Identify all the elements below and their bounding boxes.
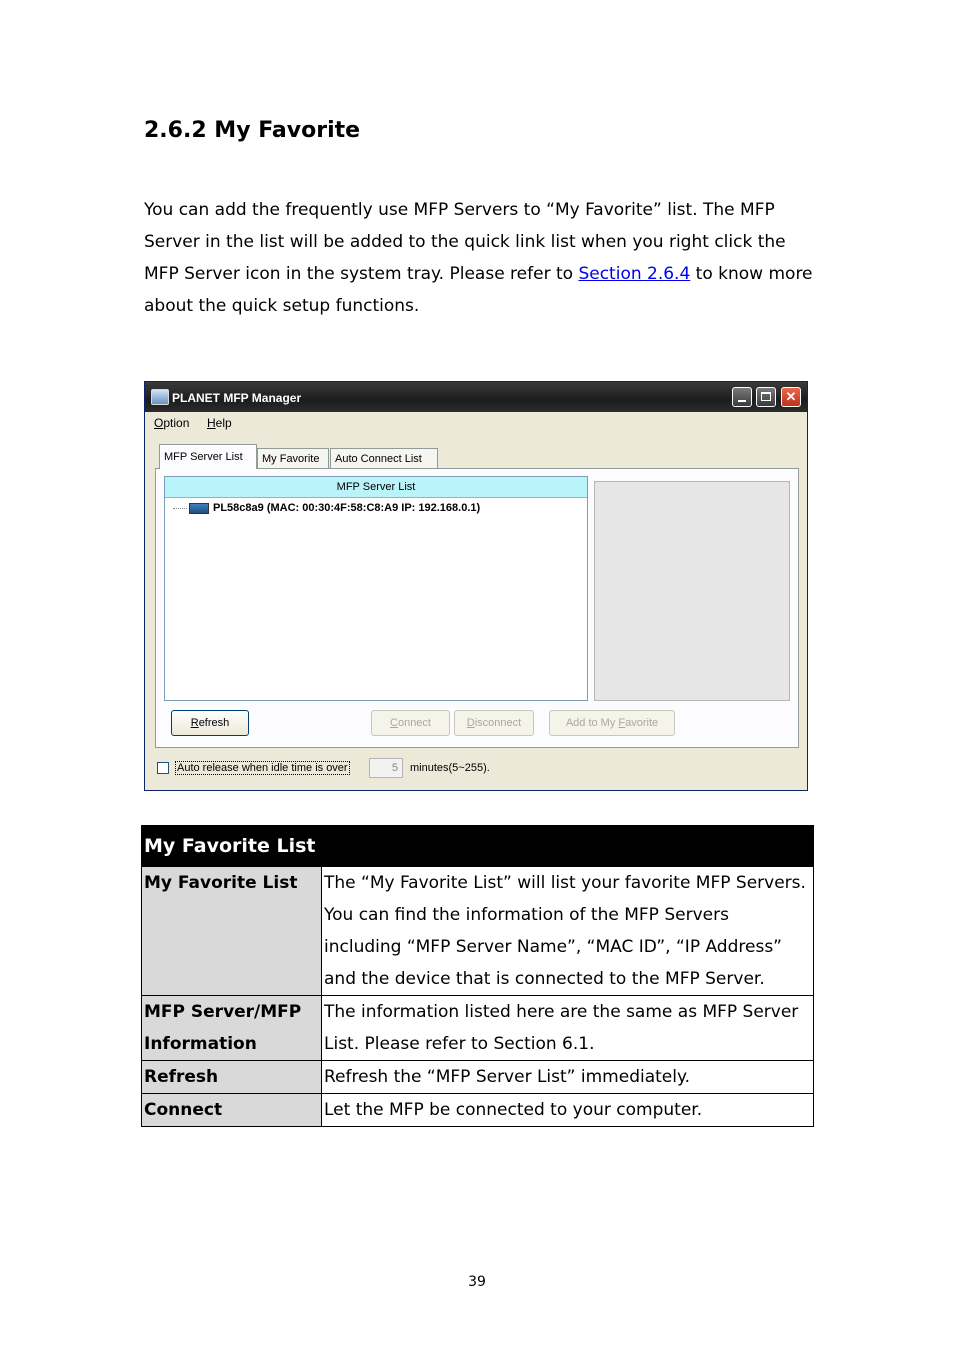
table-row [142, 996, 814, 1061]
list-item[interactable] [173, 502, 480, 514]
menu-option-mnemonic: O [154, 416, 164, 430]
menu-help[interactable] [207, 416, 232, 430]
connect-label: onnect [397, 717, 431, 729]
row-label: MFP Server/MFP Information [142, 996, 322, 1061]
mfp-server-listbox[interactable] [164, 476, 588, 701]
table-header-row [142, 826, 814, 867]
maximize-icon [761, 392, 771, 401]
intro-paragraph [144, 194, 824, 322]
menu-bar [147, 412, 805, 434]
table-header-cell: My Favorite List [142, 826, 322, 867]
disconnect-label: isconnect [474, 717, 522, 729]
maximize-button[interactable] [756, 387, 776, 407]
printer-app-icon [151, 389, 169, 405]
connect-mnemonic: C [390, 717, 398, 729]
refresh-mnemonic: R [190, 717, 199, 729]
tab-panel [155, 468, 799, 748]
menu-help-label: elp [215, 416, 232, 430]
refresh-button[interactable] [171, 710, 249, 736]
tab-mfp-server-list[interactable]: MFP Server List [159, 444, 257, 469]
tree-connector [173, 508, 187, 509]
table-header-empty-cell [322, 826, 814, 867]
mfp-device-icon [189, 503, 209, 514]
section-heading: 2.6.2 My Favorite [144, 118, 361, 143]
close-icon: ✕ [785, 389, 797, 404]
row-label: My Favorite List [142, 867, 322, 996]
list-item-label: PL58c8a9 (MAC: 00:30:4F:58:C8:A9 IP: 192.168.0.1) [213, 502, 481, 514]
add-to-my-favorite-button[interactable] [549, 710, 675, 736]
close-button[interactable] [781, 387, 801, 407]
connect-button[interactable] [371, 710, 450, 736]
favorite-description-table [141, 825, 814, 1127]
row-label: Refresh [142, 1061, 322, 1094]
mfp-manager-window [144, 381, 808, 791]
idle-minutes-input[interactable]: 5 [369, 758, 403, 778]
minutes-range-label: minutes(5~255). [410, 762, 490, 774]
tab-auto-connect-list[interactable]: Auto Connect List [330, 448, 438, 468]
row-description: The “My Favorite List” will list your favorite MFP Servers. You can find the information of the MFP Servers including “MFP Server Name”, “MAC ID”, “IP Address” and the device that is connected to the MFP Server. [322, 867, 814, 996]
tab-my-favorite[interactable]: My Favorite [257, 448, 329, 468]
section-2-6-4-link[interactable]: Section 2.6.4 [578, 264, 691, 284]
disconnect-mnemonic: D [466, 717, 475, 729]
intro-text-part2: to know more about the quick setup functions. [144, 264, 813, 316]
minimize-icon [738, 400, 746, 402]
info-panel [594, 481, 790, 701]
row-description: Let the MFP be connected to your computer. [322, 1094, 814, 1127]
page-number: 39 [468, 1274, 486, 1290]
auto-release-checkbox[interactable] [157, 762, 169, 774]
refresh-label: efresh [198, 717, 230, 729]
table-row [142, 1061, 814, 1094]
row-label: Connect [142, 1094, 322, 1127]
auto-release-label[interactable]: Auto release when idle time is over [177, 762, 348, 774]
table-row [142, 1094, 814, 1127]
window-titlebar[interactable] [145, 382, 807, 412]
list-header: MFP Server List [165, 477, 587, 498]
window-title: PLANET MFP Manager [172, 391, 302, 405]
addfav-label-rest: avorite [625, 717, 659, 729]
auto-release-row [155, 758, 795, 780]
addfav-label-pre: Add to My [565, 717, 619, 729]
row-description: The information listed here are the same as MFP Server List. Please refer to Section 6.1. [322, 996, 814, 1061]
table-row [142, 867, 814, 996]
disconnect-button[interactable] [454, 710, 534, 736]
addfav-mnemonic: F [618, 717, 626, 729]
menu-option[interactable] [154, 416, 189, 430]
minimize-button[interactable] [732, 387, 752, 407]
row-description: Refresh the “MFP Server List” immediately. [322, 1061, 814, 1094]
intro-text-part1: You can add the frequently use MFP Servers to “My Favorite” list. The MFP Server in the list will be added to the quick link list when you right click the MFP Server icon in the system tray. Please refer to [144, 200, 786, 284]
menu-help-mnemonic: H [207, 416, 216, 430]
menu-option-label: ption [163, 416, 190, 430]
